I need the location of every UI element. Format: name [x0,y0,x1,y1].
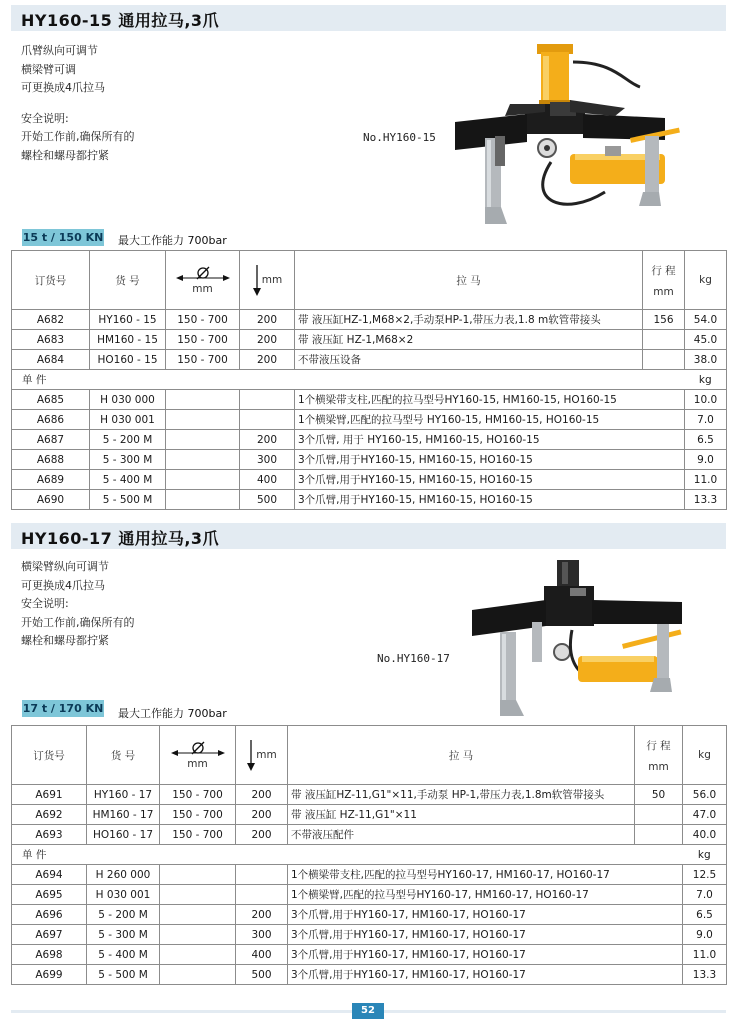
cell-diameter [166,410,240,430]
diameter-arrow-icon [169,741,227,759]
feature-list [21,558,135,651]
stroke-unit: mm [648,760,669,773]
section-title-bar [11,523,726,549]
parts-unit: kg [685,370,727,390]
length-unit: mm [256,749,277,761]
cell-diameter: 150 - 700 [166,310,240,330]
cell-desc: 带 液压缸 HZ-11,G1"×11 [288,805,635,825]
cell-item: 5 - 500 M [90,490,166,510]
model-number: No.HY160-17 [377,652,450,665]
cell-length: 500 [240,490,295,510]
cell-diameter: 150 - 700 [160,805,236,825]
cell-stroke [643,330,685,350]
cell-stroke [643,350,685,370]
cell-item: H 030 000 [90,390,166,410]
cell-item: HO160 - 17 [87,825,160,845]
cell-diameter [160,965,236,985]
section-title-bar [11,5,726,31]
table-row [12,905,727,925]
cell-length: 400 [236,945,288,965]
cell-item: 5 - 300 M [87,925,160,945]
table-row [12,885,727,905]
feature-line: 安全说明: [21,111,69,125]
feature-line: 开始工作前,确保所有的 [21,615,135,629]
length-arrow-icon [252,263,262,297]
table-row [12,490,727,510]
table-row [12,310,727,330]
cell-item: 5 - 400 M [90,470,166,490]
cell-order: A688 [12,450,90,470]
table-row [12,390,727,410]
cell-order: A697 [12,925,87,945]
cell-length: 200 [240,330,295,350]
feature-line: 安全说明: [21,597,69,610]
cell-desc: 3个爪臂,用于HY160-15, HM160-15, HO160-15 [295,470,685,490]
cell-desc: 带 液压缸HZ-11,G1"×11,手动泵 HP-1,带压力表,1.8m软管带接头 [288,785,635,805]
cell-item: 5 - 300 M [90,450,166,470]
section-title: HY160-17 通用拉马,3爪 [21,529,220,548]
parts-unit: kg [683,845,727,865]
capacity-text: 最大工作能力 700bar [118,707,227,720]
table-row [12,965,727,985]
parts-header-row [12,370,727,390]
table-row [12,785,727,805]
feature-line [21,98,135,110]
cell-weight: 56.0 [683,785,727,805]
table-row [12,430,727,450]
feature-line: 可更换成4爪拉马 [21,81,105,94]
cell-desc: 3个爪臂,用于HY160-17, HM160-17, HO160-17 [288,905,683,925]
cell-item: HM160 - 15 [90,330,166,350]
table-row [12,925,727,945]
cell-weight: 54.0 [685,310,727,330]
cell-length: 200 [240,350,295,370]
cell-desc: 3个爪臂,用于HY160-15, HM160-15, HO160-15 [295,490,685,510]
cell-item: HY160 - 17 [87,785,160,805]
cell-weight: 12.5 [683,865,727,885]
cell-diameter [166,450,240,470]
cell-weight: 13.3 [683,965,727,985]
table-row [12,805,727,825]
cell-diameter: 150 - 700 [160,825,236,845]
cell-desc: 3个爪臂, 用于 HY160-15, HM160-15, HO160-15 [295,430,685,450]
capacity-text: 最大工作能力 700bar [118,234,227,247]
cell-desc: 3个爪臂,用于HY160-17, HM160-17, HO160-17 [288,925,683,945]
cell-order: A683 [12,330,90,350]
cell-order: A692 [12,805,87,825]
stroke-label: 行 程 [651,264,676,277]
cell-order: A695 [12,885,87,905]
parts-label: 单 件 [12,370,685,390]
cell-diameter [160,865,236,885]
table-row [12,330,727,350]
stroke-label: 行 程 [646,739,671,752]
cell-desc: 1个横梁带支柱,匹配的拉马型号HY160-17, HM160-17, HO160-17 [288,865,683,885]
section-title: HY160-15 通用拉马,3爪 [21,11,220,30]
length-arrow-icon [246,738,256,772]
cell-weight: 9.0 [683,925,727,945]
feature-line: 横梁臂可调 [21,62,76,76]
cell-weight: 13.3 [685,490,727,510]
cell-desc: 不带液压配件 [288,825,635,845]
cell-length: 300 [236,925,288,945]
cell-weight: 7.0 [683,885,727,905]
diameter-unit: mm [192,283,213,295]
table-row [12,470,727,490]
page-number: 52 [352,1003,384,1019]
cell-length: 200 [236,825,288,845]
cell-order: A689 [12,470,90,490]
cell-item: H 260 000 [87,865,160,885]
product-photo-puller [472,560,692,720]
col-header-diameter [160,726,236,785]
spec-table [11,250,727,510]
cell-item: H 030 001 [90,410,166,430]
cell-item: HY160 - 15 [90,310,166,330]
table-row [12,450,727,470]
cell-diameter [160,945,236,965]
cell-diameter [160,925,236,945]
cell-weight: 6.5 [685,430,727,450]
cell-desc: 1个横梁臂,匹配的拉马型号HY160-17, HM160-17, HO160-17 [288,885,683,905]
product-photo-puller [455,42,695,232]
cell-order: A687 [12,430,90,450]
table-row [12,825,727,845]
col-header-length [236,726,288,785]
cell-stroke [635,805,683,825]
cell-desc: 不带液压设备 [295,350,643,370]
cell-diameter: 150 - 700 [166,350,240,370]
cell-item: 5 - 500 M [87,965,160,985]
cell-item: 5 - 400 M [87,945,160,965]
cell-weight: 47.0 [683,805,727,825]
cell-diameter [166,390,240,410]
col-header-stroke [643,251,685,310]
feature-line: 横梁臂纵向可调节 [21,560,109,573]
cell-desc: 1个横梁带支柱,匹配的拉马型号HY160-15, HM160-15, HO160-15 [295,390,685,410]
col-header-item: 货 号 [87,726,160,785]
col-header-stroke [635,726,683,785]
cell-stroke [635,825,683,845]
parts-header-row [12,845,727,865]
col-header-diameter [166,251,240,310]
capacity-badge: 17 t / 170 KN [22,702,104,715]
feature-line: 可更换成4爪拉马 [21,578,105,592]
cell-weight: 7.0 [685,410,727,430]
cell-order: A686 [12,410,90,430]
cell-diameter: 150 - 700 [166,330,240,350]
cell-desc: 带 液压缸HZ-1,M68×2,手动泵HP-1,带压力表,1.8 m软管带接头 [295,310,643,330]
cell-item: H 030 001 [87,885,160,905]
cell-length: 200 [236,785,288,805]
table-row [12,945,727,965]
col-header-order: 订货号 [12,251,90,310]
cell-length: 200 [236,805,288,825]
cell-desc: 带 液压缸 HZ-1,M68×2 [295,330,643,350]
table-row [12,410,727,430]
cell-order: A693 [12,825,87,845]
cell-weight: 11.0 [683,945,727,965]
cell-length: 200 [236,905,288,925]
feature-list [21,42,135,165]
cell-order: A684 [12,350,90,370]
table-row [12,865,727,885]
col-header-item: 货 号 [90,251,166,310]
cell-length: 300 [240,450,295,470]
cell-item: 5 - 200 M [87,905,160,925]
cell-weight: 11.0 [685,470,727,490]
diameter-unit: mm [187,758,208,770]
feature-line: 螺栓和螺母都拧紧 [21,148,109,162]
cell-order: A699 [12,965,87,985]
cell-length [236,885,288,905]
cell-item: HM160 - 17 [87,805,160,825]
feature-line: 爪臂纵向可调节 [21,44,98,57]
feature-line: 螺栓和螺母都拧紧 [21,634,109,647]
length-unit: mm [261,274,283,286]
cell-desc: 3个爪臂,用于HY160-15, HM160-15, HO160-15 [295,450,685,470]
cell-order: A690 [12,490,90,510]
model-number: No.HY160-15 [363,131,436,144]
cell-diameter: 150 - 700 [160,785,236,805]
cell-order: A696 [12,905,87,925]
cell-diameter [166,490,240,510]
cell-length: 200 [240,310,295,330]
cell-item: 5 - 200 M [90,430,166,450]
cell-weight: 38.0 [685,350,727,370]
col-header-weight: kg [683,726,727,785]
stroke-unit: mm [653,285,674,298]
cell-order: A685 [12,390,90,410]
cell-desc: 1个横梁臂,匹配的拉马型号 HY160-15, HM160-15, HO160-15 [295,410,685,430]
col-header-desc: 拉 马 [295,251,643,310]
cell-length: 200 [240,430,295,450]
cell-item: HO160 - 15 [90,350,166,370]
cell-diameter [166,430,240,450]
cell-weight: 6.5 [683,905,727,925]
cell-weight: 40.0 [683,825,727,845]
cell-weight: 10.0 [685,390,727,410]
col-header-desc: 拉 马 [288,726,635,785]
cell-stroke: 50 [635,785,683,805]
col-header-order: 订货号 [12,726,87,785]
cell-weight: 9.0 [685,450,727,470]
cell-order: A691 [12,785,87,805]
cell-stroke: 156 [643,310,685,330]
spec-table [11,725,727,985]
col-header-weight: kg [685,251,727,310]
feature-line: 开始工作前,确保所有的 [21,130,135,143]
table-row [12,350,727,370]
cell-diameter [160,905,236,925]
cell-length [236,865,288,885]
cell-desc: 3个爪臂,用于HY160-17, HM160-17, HO160-17 [288,945,683,965]
cell-length [240,410,295,430]
diameter-arrow-icon [174,266,232,284]
cell-desc: 3个爪臂,用于HY160-17, HM160-17, HO160-17 [288,965,683,985]
cell-diameter [160,885,236,905]
cell-order: A682 [12,310,90,330]
cell-length: 400 [240,470,295,490]
col-header-length [240,251,295,310]
parts-label: 单 件 [12,845,683,865]
cell-diameter [166,470,240,490]
cell-order: A694 [12,865,87,885]
cell-weight: 45.0 [685,330,727,350]
cell-length: 500 [236,965,288,985]
capacity-badge: 15 t / 150 KN [22,231,104,244]
cell-order: A698 [12,945,87,965]
cell-length [240,390,295,410]
